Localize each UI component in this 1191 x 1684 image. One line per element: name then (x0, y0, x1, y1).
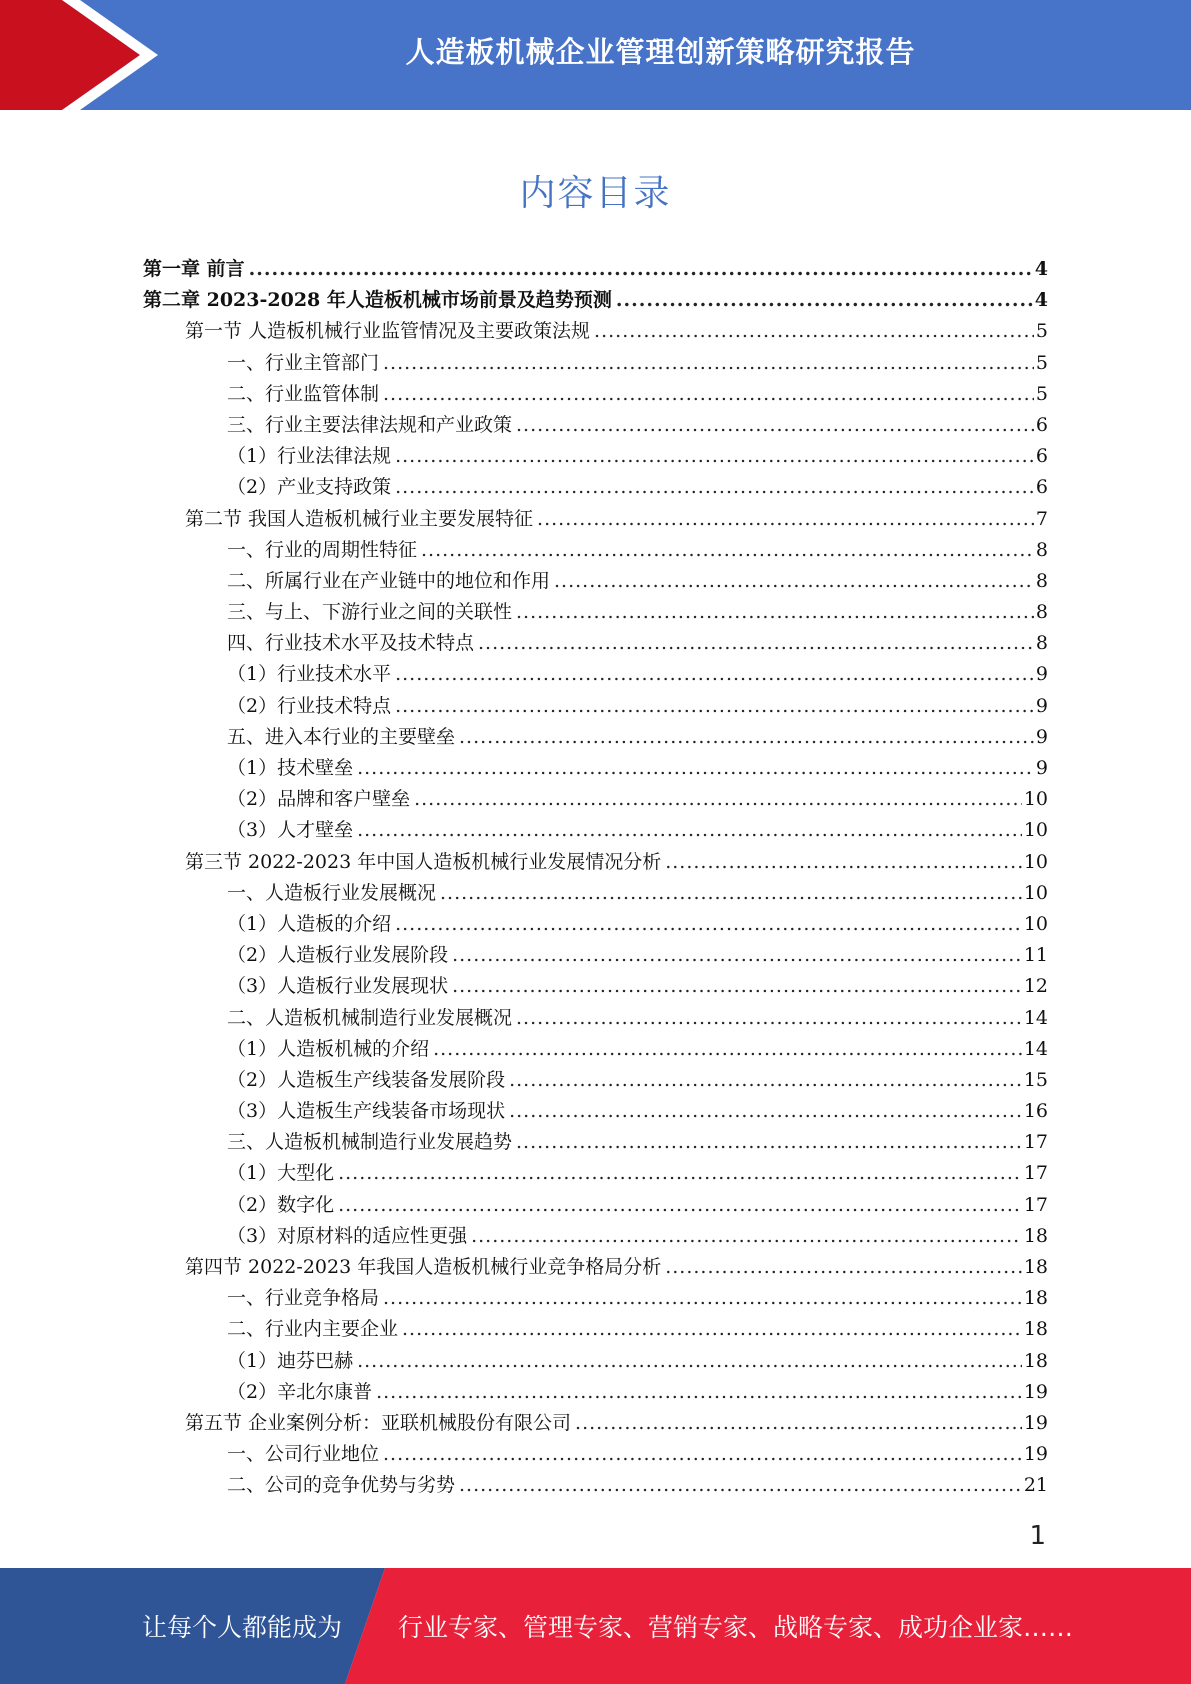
toc-entry[interactable] (143, 1470, 1048, 1501)
toc-entry[interactable] (143, 753, 1048, 784)
toc-entry-page: 5 (1035, 320, 1048, 343)
toc-dot-leader (440, 882, 1022, 904)
toc-dot-leader (459, 726, 1034, 748)
toc-dot-leader (459, 1474, 1022, 1496)
toc-entry[interactable] (143, 1003, 1048, 1034)
toc-entry[interactable] (143, 1377, 1048, 1408)
toc-entry-page: 10 (1023, 881, 1048, 904)
toc-entry-label: 三、与上、下游行业之间的关联性 (227, 601, 513, 624)
toc-entry[interactable] (143, 1252, 1048, 1283)
toc-entry-label: （3）对原材料的适应性更强 (227, 1224, 468, 1247)
toc-entry-label: 第一章 前言 (143, 258, 245, 280)
toc-entry[interactable] (143, 784, 1048, 815)
toc-entry-page: 18 (1023, 1287, 1048, 1310)
toc-entry[interactable] (143, 379, 1048, 410)
toc-entry[interactable] (143, 815, 1048, 846)
toc-entry[interactable] (143, 628, 1048, 659)
toc-entry-page: 18 (1023, 1256, 1048, 1278)
toc-dot-leader (357, 1350, 1022, 1372)
toc-entry-label: 二、公司的竞争优势与劣势 (227, 1474, 456, 1497)
toc-entry[interactable] (143, 1096, 1048, 1127)
toc-entry-label: 一、公司行业地位 (227, 1443, 380, 1466)
toc-entry-label: 一、行业主管部门 (227, 351, 380, 374)
toc-entry-label: 二、所属行业在产业链中的地位和作用 (227, 569, 551, 592)
toc-entry[interactable] (143, 410, 1048, 441)
toc-entry[interactable] (143, 254, 1048, 285)
toc-entry-page: 9 (1035, 694, 1048, 717)
toc-dot-leader (402, 1318, 1022, 1340)
toc-dot-leader (249, 258, 1033, 280)
toc-dot-leader (414, 788, 1022, 810)
toc-entry-label: 第一节 人造板机械行业监管情况及主要政策法规 (185, 320, 591, 343)
toc-entry-page: 16 (1023, 1100, 1048, 1123)
toc-dot-leader (452, 944, 1022, 966)
toc-entry[interactable] (143, 1158, 1048, 1189)
toc-entry[interactable] (143, 971, 1048, 1002)
page-number: 1 (1029, 1521, 1046, 1551)
toc-entry-label: 二、行业内主要企业 (227, 1318, 399, 1341)
report-title: 人造板机械企业管理创新策略研究报告 (405, 35, 916, 69)
toc-entry[interactable] (143, 316, 1048, 347)
toc-entry-label: 三、行业主要法律法规和产业政策 (227, 413, 513, 436)
toc-entry-page: 18 (1023, 1224, 1048, 1247)
toc-entry-label: （2）数字化 (227, 1193, 335, 1216)
toc-dot-leader (537, 508, 1034, 530)
toc-entry-label: 第二节 我国人造板机械行业主要发展特征 (185, 507, 534, 530)
toc-entry-label: （1）人造板机械的介绍 (227, 1037, 430, 1060)
toc-dot-leader (509, 1069, 1022, 1091)
toc-entry[interactable] (143, 909, 1048, 940)
toc-dot-leader (554, 570, 1034, 592)
toc-dot-leader (395, 445, 1034, 467)
toc-entry[interactable] (143, 1221, 1048, 1252)
toc-entry[interactable] (143, 1190, 1048, 1221)
toc-dot-leader (376, 1381, 1022, 1403)
toc-entry-label: 第三节 2022-2023 年中国人造板机械行业发展情况分析 (185, 850, 662, 873)
toc-entry-page: 18 (1023, 1318, 1048, 1341)
toc-entry-label: （1）技术壁垒 (227, 757, 354, 779)
toc-entry-label: 第二章 2023-2028 年人造板机械市场前景及趋势预测 (143, 289, 612, 312)
toc-entry-label: （2）产业支持政策 (227, 476, 392, 499)
toc-entry-page: 9 (1035, 725, 1048, 748)
toc-dot-leader (433, 1038, 1022, 1060)
toc-dot-leader (357, 819, 1022, 841)
toc-entry-label: 三、人造板机械制造行业发展趋势 (227, 1131, 513, 1154)
toc-entry-label: 一、行业的周期性特征 (227, 538, 418, 561)
toc-dot-leader (338, 1162, 1022, 1184)
toc-entry-page: 8 (1035, 569, 1048, 592)
toc-dot-leader (616, 289, 1033, 311)
toc-dot-leader (395, 913, 1022, 935)
toc-entry[interactable] (143, 1439, 1048, 1470)
toc-entry-label: （1）大型化 (227, 1162, 335, 1185)
toc-entry-label: 一、行业竞争格局 (227, 1287, 380, 1310)
toc-entry-label: 第五节 企业案例分析：亚联机械股份有限公司 (185, 1411, 572, 1434)
header-banner (0, 0, 1191, 110)
toc-dot-leader (516, 1131, 1022, 1153)
toc-entry-page: 14 (1023, 1006, 1048, 1029)
toc-dot-leader (452, 975, 1022, 997)
toc-entry[interactable] (143, 1314, 1048, 1345)
toc-dot-leader (516, 1007, 1022, 1029)
toc-entry-page: 4 (1034, 258, 1048, 280)
toc-entry-label: （2）人造板行业发展阶段 (227, 944, 449, 967)
toc-entry-label: （3）人造板生产线装备市场现状 (227, 1100, 506, 1123)
toc-entry-label: 第四节 2022-2023 年我国人造板机械行业竞争格局分析 (185, 1256, 662, 1278)
toc-dot-leader (357, 757, 1034, 779)
toc-entry-page: 18 (1023, 1349, 1048, 1372)
toc-entry-label: 一、人造板行业发展概况 (227, 881, 437, 904)
toc-entry-page: 5 (1035, 382, 1048, 405)
toc-entry-page: 8 (1035, 632, 1048, 655)
toc-entry-label: （1）人造板的介绍 (227, 912, 392, 935)
toc-entry[interactable] (143, 566, 1048, 597)
toc-entry-page: 12 (1023, 975, 1048, 998)
toc-dot-leader (509, 1100, 1022, 1122)
toc-entry[interactable] (143, 1127, 1048, 1158)
toc-entry-page: 9 (1035, 663, 1048, 686)
toc-entry-page: 11 (1023, 944, 1048, 967)
toc-entry-page: 19 (1023, 1443, 1048, 1466)
toc-entry-label: （1）迪芬巴赫 (227, 1349, 354, 1372)
toc-entry[interactable] (143, 348, 1048, 379)
toc-entry-label: （2）行业技术特点 (227, 694, 392, 717)
toc-entry-label: （2）品牌和客户壁垒 (227, 788, 411, 811)
toc-entry-page: 5 (1035, 351, 1048, 374)
toc-entry[interactable] (143, 1408, 1048, 1439)
toc-dot-leader (478, 632, 1034, 654)
toc-entry[interactable] (143, 691, 1048, 722)
toc-entry[interactable] (143, 285, 1048, 316)
toc-entry-page: 4 (1034, 289, 1048, 312)
toc-dot-leader (421, 539, 1034, 561)
toc-dot-leader (665, 851, 1022, 873)
footer-slogan-left: 让每个人都能成为 (142, 1613, 343, 1642)
toc-dot-leader (383, 1287, 1022, 1309)
toc-entry[interactable] (143, 1065, 1048, 1096)
toc-entry-page: 6 (1035, 445, 1048, 468)
toc-entry-label: 二、行业监管体制 (227, 382, 380, 405)
toc-entry[interactable] (143, 878, 1048, 909)
toc-dot-leader (383, 352, 1034, 374)
toc-dot-leader (594, 320, 1034, 342)
toc-entry-page: 8 (1035, 601, 1048, 624)
toc-dot-leader (471, 1225, 1022, 1247)
toc-entry[interactable] (143, 535, 1048, 566)
toc-entry[interactable] (143, 847, 1048, 878)
toc-entry-label: 四、行业技术水平及技术特点 (227, 632, 475, 655)
toc-dot-leader (395, 663, 1034, 685)
toc-entry[interactable] (143, 940, 1048, 971)
toc-entry-page: 17 (1023, 1131, 1048, 1154)
table-of-contents (143, 254, 1048, 1502)
toc-heading: 内容目录 (519, 173, 672, 214)
toc-entry-page: 7 (1035, 507, 1048, 530)
footer-slogan-right: 行业专家、管理专家、营销专家、战略专家、成功企业家…… (398, 1613, 1074, 1642)
toc-dot-leader (338, 1194, 1022, 1216)
toc-dot-leader (516, 601, 1034, 623)
toc-entry-label: 二、人造板机械制造行业发展概况 (227, 1006, 513, 1029)
toc-entry[interactable] (143, 722, 1048, 753)
toc-entry-page: 21 (1023, 1474, 1048, 1497)
toc-entry-page: 10 (1023, 788, 1048, 811)
toc-entry-page: 10 (1023, 819, 1048, 842)
toc-dot-leader (575, 1412, 1022, 1434)
toc-entry[interactable] (143, 472, 1048, 503)
toc-entry-label: （2）人造板生产线装备发展阶段 (227, 1068, 506, 1091)
toc-entry-page: 17 (1023, 1193, 1048, 1216)
toc-entry-label: 五、进入本行业的主要壁垒 (227, 725, 456, 748)
toc-entry-label: （2）辛北尔康普 (227, 1380, 373, 1403)
toc-entry[interactable] (143, 597, 1048, 628)
toc-dot-leader (383, 383, 1034, 405)
toc-entry-page: 9 (1035, 757, 1048, 779)
toc-entry-page: 15 (1023, 1068, 1048, 1091)
toc-dot-leader (383, 1443, 1022, 1465)
toc-dot-leader (395, 695, 1034, 717)
toc-entry[interactable] (143, 659, 1048, 690)
toc-entry[interactable] (143, 1346, 1048, 1377)
toc-dot-leader (665, 1256, 1022, 1278)
toc-entry-label: （1）行业技术水平 (227, 663, 392, 686)
toc-entry-page: 19 (1023, 1380, 1048, 1403)
toc-entry-label: （3）人造板行业发展现状 (227, 975, 449, 998)
toc-entry-page: 19 (1023, 1411, 1048, 1434)
toc-entry-page: 6 (1035, 413, 1048, 436)
toc-entry[interactable] (143, 504, 1048, 535)
toc-entry[interactable] (143, 441, 1048, 472)
toc-entry-page: 10 (1023, 850, 1048, 873)
toc-entry-page: 8 (1035, 538, 1048, 561)
toc-dot-leader (516, 414, 1034, 436)
toc-entry-page: 17 (1023, 1162, 1048, 1185)
toc-entry-page: 14 (1023, 1037, 1048, 1060)
toc-entry-page: 6 (1035, 476, 1048, 499)
toc-entry-label: （1）行业法律法规 (227, 445, 392, 468)
toc-entry[interactable] (143, 1034, 1048, 1065)
toc-dot-leader (395, 476, 1034, 498)
toc-entry-page: 10 (1023, 912, 1048, 935)
footer-banner (0, 1568, 1191, 1684)
toc-entry[interactable] (143, 1283, 1048, 1314)
toc-entry-label: （3）人才壁垒 (227, 819, 354, 842)
